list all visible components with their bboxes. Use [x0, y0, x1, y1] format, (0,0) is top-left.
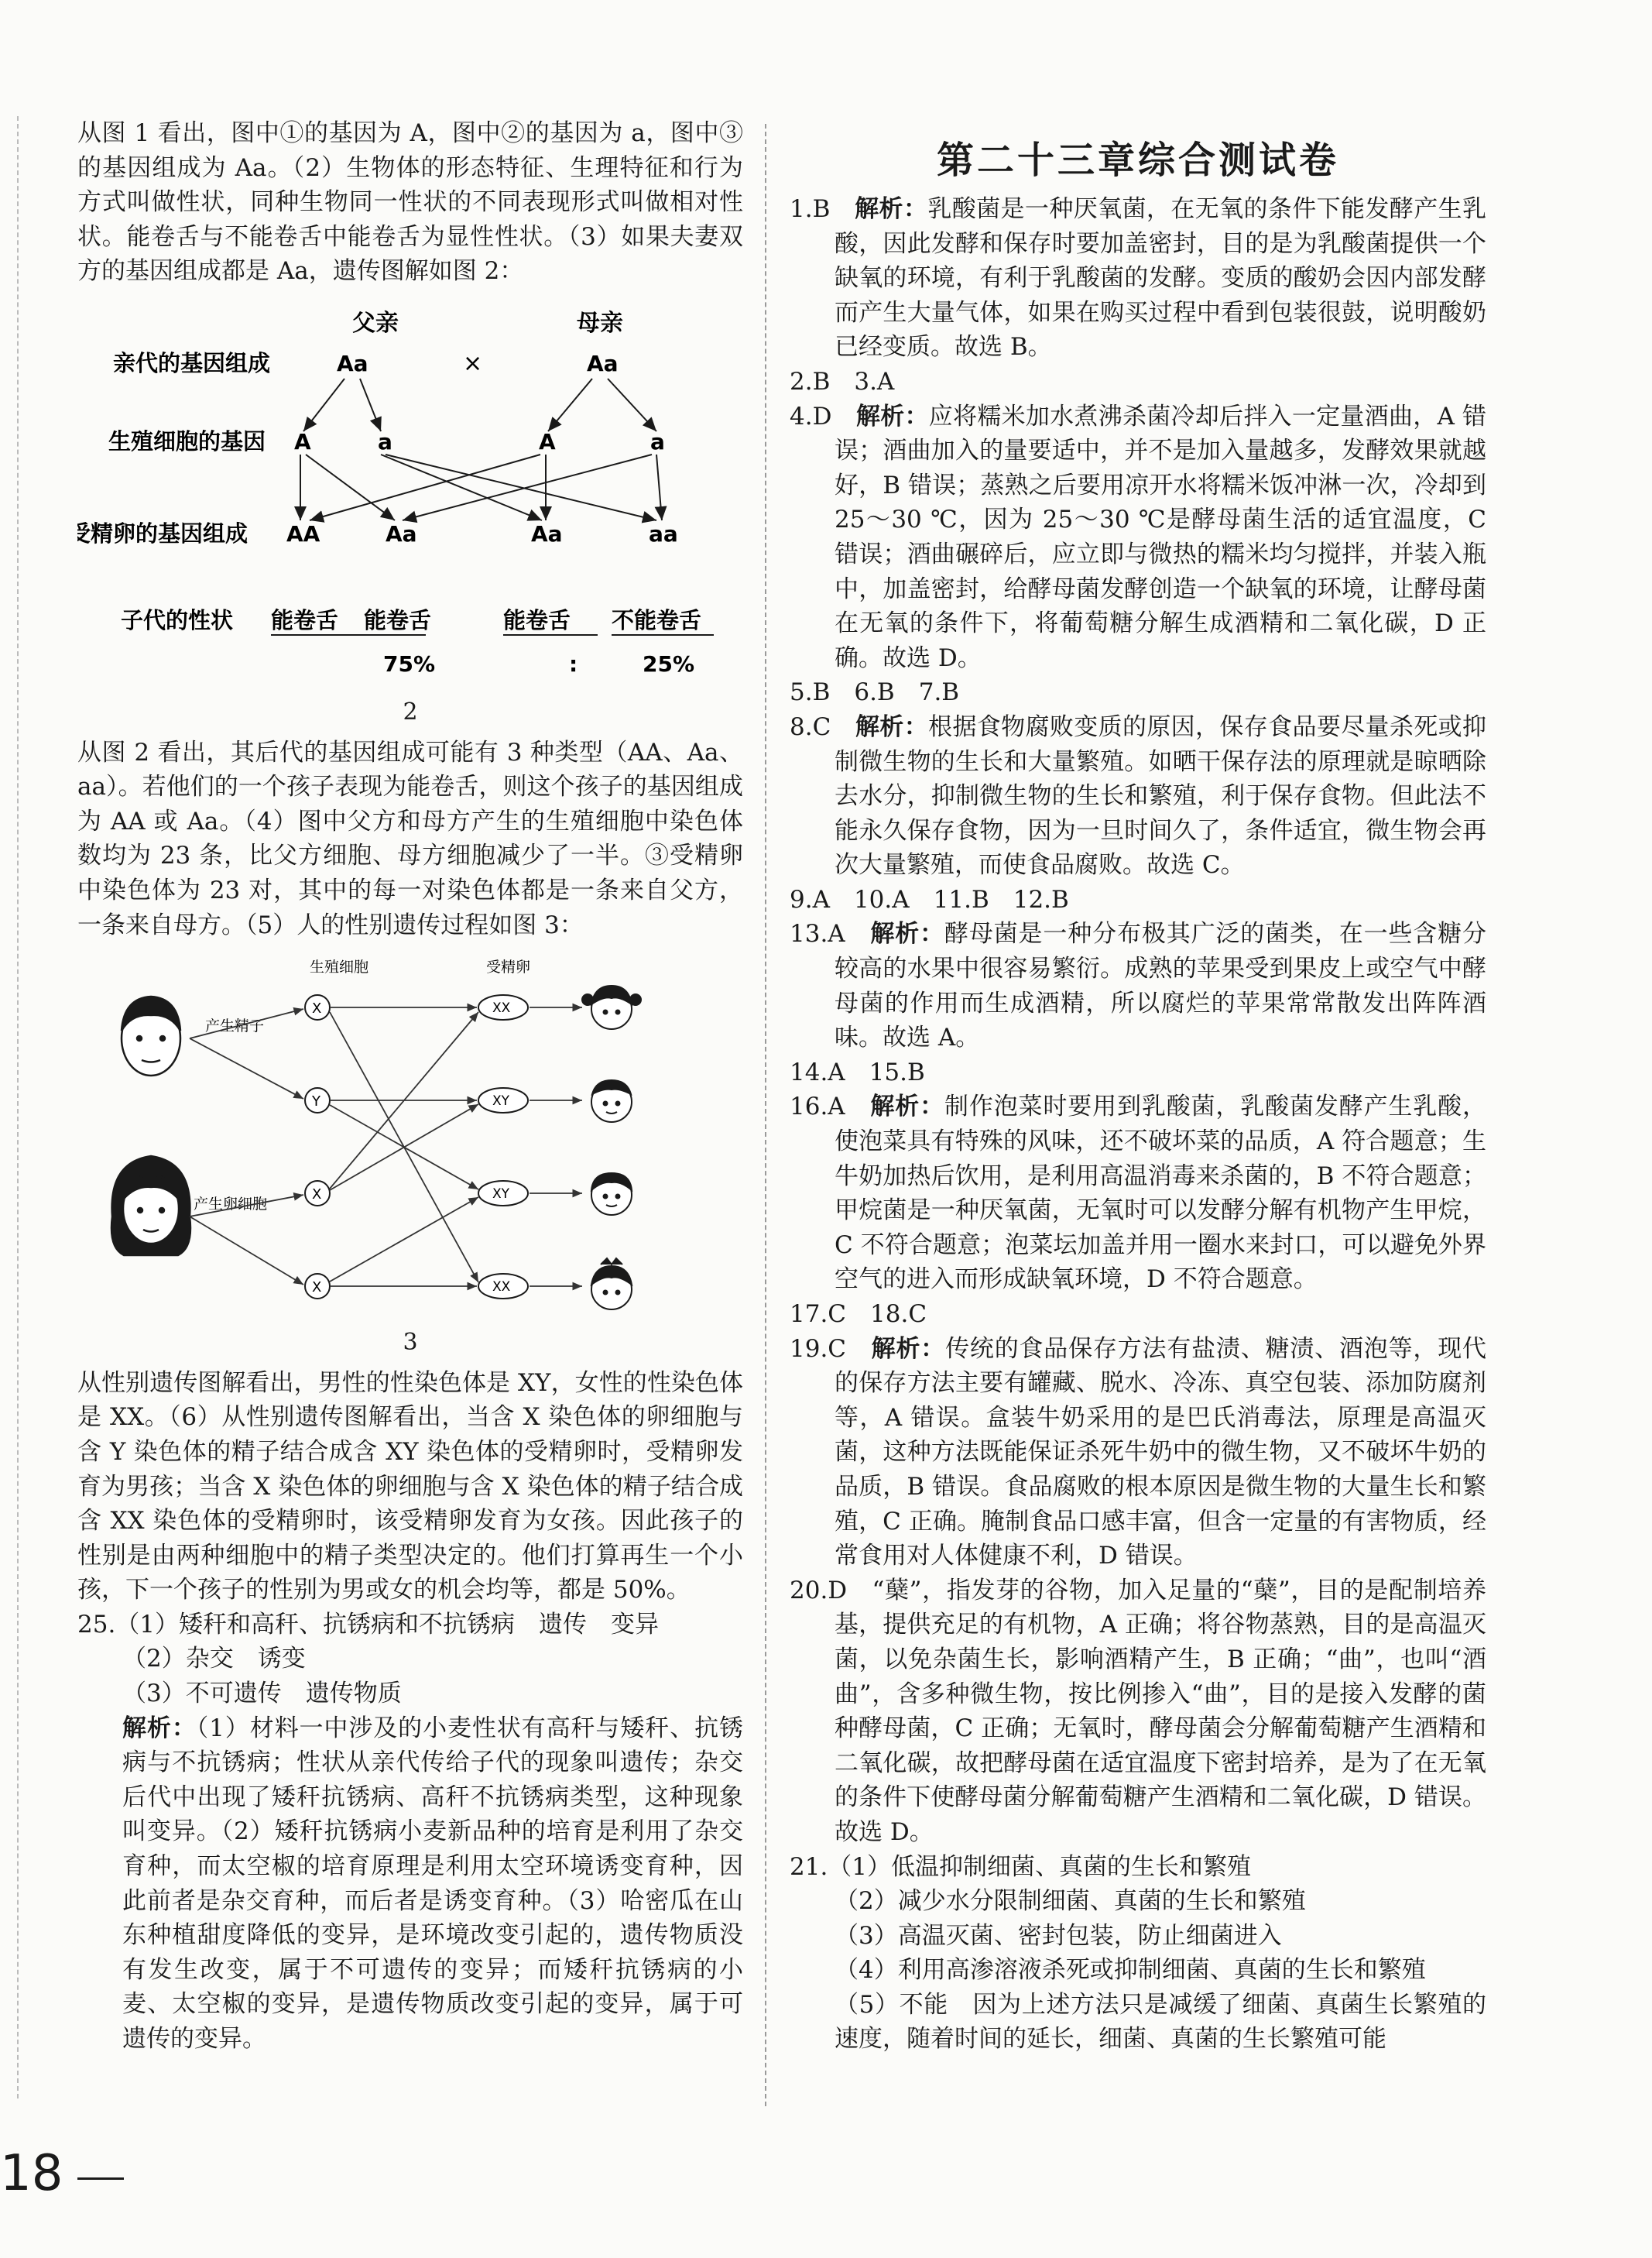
fig3-egg-label: 产生卵细胞 — [194, 1196, 268, 1213]
fig3-egg-x-2: X — [312, 1279, 322, 1296]
fig2-ratio-sep: : — [569, 650, 578, 677]
q16-text: 制作泡菜时要用到乳酸菌，乳酸菌发酵产生乳酸，使泡菜具有特殊的风味，还不破坏菜的品质，A 符合题意；生牛奶加热后饮用，是利用高温消毒来杀菌的，B 不符合题意；甲烷菌是一种厌氧菌，无氧时可以发酵分解有机物产生甲烷，C 不符合题意；泡菜坛加盖并用一圈水来封口，可以避免外界空气的进入而形成缺氧环境，D 不符合题意。 — [835, 1093, 1487, 1294]
q16-label: 解析： — [870, 1093, 944, 1121]
right-column — [790, 192, 1486, 2057]
q13 — [790, 917, 1486, 1055]
fig2-row1-label: 亲代的基因组成 — [113, 349, 271, 376]
q19-answer: 19.C — [790, 1334, 847, 1363]
q14-15: 14.A 15.B — [790, 1058, 925, 1086]
fig2-zygote-2: Aa — [386, 520, 417, 547]
fig2-zygote-1: AA — [286, 520, 320, 547]
page-title: 第二十三章综合测试卷 — [936, 139, 1339, 182]
fig3-zygote-2: XY — [492, 1093, 510, 1110]
child-girl-icon-1 — [582, 986, 641, 1029]
q25-analysis — [77, 1711, 743, 2057]
q19-label: 解析： — [871, 1334, 946, 1363]
left-paragraph-3: 从性别遗传图解看出，男性的性染色体是 XY，女性的性染色体是 XX。（6）从性别遗传图解看出，当含 X 染色体的卵细胞与含 Y 染色体的精子结合成含 XY 染色体的受精卵时，受精卵发育为男孩；当含 X 染色体的卵细胞与含 X 染色体的精子结合成含 XX 染色体的受精卵时，该受精卵发育为女孩。因此孩子的性别是由两种细胞中的精子类型决定的。他们打算再生一个小孩，下一个孩子的性别为男或女的机会均等，都是 50%。 — [77, 1368, 743, 1604]
q25-answer-2: （2）杂交 诱变 — [122, 1645, 306, 1673]
q25-answer-1: 25.（1）矮秆和高秆、抗锈病和不抗锈病 遗传 变异 — [77, 1610, 660, 1639]
q9-12: 9.A 10.A 11.B 12.B — [790, 885, 1069, 914]
child-boy-icon-2 — [591, 1173, 632, 1215]
q4-answer: 4.D — [790, 402, 832, 431]
fig2-trait-4: 不能卷舌 — [612, 606, 702, 633]
fig3-sperm-x: X — [312, 1000, 322, 1017]
fig3-zygote-1: XX — [492, 1000, 511, 1017]
q13-label: 解析： — [870, 920, 944, 949]
mother-face-icon — [111, 1156, 190, 1255]
fig2-gamete-4: a — [650, 428, 665, 455]
q21-5: （5）不能 因为上述方法只是减缓了细菌、真菌生长繁殖的速度，随着时间的延长，细菌、真菌的生长繁殖可能 — [835, 1990, 1486, 2054]
figure-2-svg — [77, 300, 743, 687]
q1-text: 乳酸菌是一种厌氧菌，在无氧的条件下能发酵产生乳酸，因此发酵和保存时要加盖密封，目的是为乳酸菌提供一个缺氧的环境，有利于乳酸菌的发酵。变质的酸奶会因内部发酵而产生大量气体，如果在购买过程中看到包装很鼓，说明酸奶已经变质。故选 B。 — [835, 195, 1487, 362]
fig2-father: 父亲 — [352, 309, 399, 337]
q21-4: （4）利用高渗溶液杀死或抑制细菌、真菌的生长和繁殖 — [835, 1956, 1426, 1985]
child-boy-icon-1 — [591, 1080, 632, 1122]
q21-1: 21.（1）低温抑制细菌、真菌的生长和繁殖 — [790, 1852, 1252, 1881]
q21-3: （3）高温灭菌、密封包装，防止细菌进入 — [835, 1921, 1282, 1950]
fig2-ratio-left: 75% — [383, 650, 436, 677]
fig2-mother: 母亲 — [577, 309, 623, 337]
q25-analysis-text: （1）材料一中涉及的小麦性状有高秆与矮秆、抗锈病与不抗锈病；性状从亲代传给子代的现象叫遗传；杂交后代中出现了矮秆抗锈病、高秆不抗锈病类型，这种现象叫变异。（2）矮秆抗锈病小麦新品种的培育是利用了杂交育种，而太空椒的培育原理是利用太空环境诱变育种，因此前者是杂交育种，而后者是诱变育种。（3）哈密瓜在山东种植甜度降低的变异，是环境改变引起的，遗传物质没有发生改变，属于不可遗传的变异；而矮秆抗锈病的小麦、太空椒的变异，是遗传物质改变引起的变异，属于可遗传的变异。 — [122, 1714, 743, 2053]
q8 — [790, 710, 1486, 883]
fig3-zygote-4: XX — [492, 1279, 511, 1295]
fig2-trait-1: 能卷舌 — [271, 606, 339, 633]
fig2-parent-father: Aa — [337, 350, 368, 376]
figure-3-sex-inheritance-diagram — [77, 953, 743, 1358]
fig2-trait-3: 能卷舌 — [503, 606, 571, 633]
fig3-arrows — [190, 1007, 582, 1286]
q17-18: 17.C 18.C — [790, 1300, 927, 1328]
q1-answer: 1.B — [790, 195, 831, 223]
q25-answer-3: （3）不可遗传 遗传物质 — [122, 1680, 402, 1708]
fig2-zygote-4: aa — [649, 520, 678, 547]
q16-answer: 16.A — [790, 1093, 845, 1121]
figure-3-caption: 3 — [403, 1328, 418, 1356]
q16 — [790, 1090, 1486, 1297]
fig2-ratio-right: 25% — [643, 650, 695, 677]
fig2-parent-mother: Aa — [587, 350, 619, 376]
figure-2-inheritance-diagram — [77, 300, 743, 728]
q21-2: （2）减少水分限制细菌、真菌的生长和繁殖 — [835, 1887, 1306, 1916]
q13-answer: 13.A — [790, 920, 845, 949]
q8-answer: 8.C — [790, 712, 831, 741]
q4-text: 应将糯米加水煮沸杀菌冷却后拌入一定量酒曲，A 错误；酒曲加入的量要适中，并不是加入量越多，发酵效果就越好，B 错误；蒸熟之后要用凉开水将糯米饭冲淋一次，冷却到 25～30 ℃，因为 25～30 ℃是酵母菌生活的适宜温度，C 错误；酒曲碾碎后，应立即与微热的糯米均匀搅拌，并装入瓶中，加盖密封，给酵母菌发酵创造一个缺氧的环境，让酵母菌在无氧的条件下，将葡萄糖分解生成酒精和二氧化碳，D 正确。故选 D。 — [835, 402, 1486, 672]
fig2-arrows — [300, 379, 662, 520]
fig3-col2-label: 受精卵 — [486, 959, 531, 976]
q13-text: 酵母菌是一种分布极其广泛的菌类，在一些含糖分较高的水果中很容易繁衍。成熟的苹果受到果皮上或空气中酵母菌的作用而生成酒精，所以腐烂的苹果常常散发出阵阵酒味。故选 A。 — [835, 920, 1487, 1052]
q2-3: 2.B 3.A — [790, 367, 895, 396]
q20 — [790, 1573, 1486, 1850]
q19-text: 传统的食品保存方法有盐渍、糖渍、酒泡等，现代的保存方法主要有罐藏、脱水、冷冻、真空包装、添加防腐剂等，A 错误。盒装牛奶采用的是巴氏消毒法，原理是高温灭菌，这种方法既能保证杀死牛奶中的微生物，又不破坏牛奶的品质，B 错误。食品腐败的根本原因是微生物的大量生长和繁殖，C 正确。腌制食品口感丰富，但含一定量的有害物质，经常食用对人体健康不利，D 错误。 — [835, 1334, 1487, 1570]
figure-2-caption: 2 — [403, 698, 418, 726]
left-paragraph-1: 从图 1 看出，图中①的基因为 A，图中②的基因为 a，图中③的基因组成为 Aa。（2）生物体的形态特征、生理特征和行为方式叫做性状，同种生物同一性状的不同表现形式叫做相对性状。能卷舌与不能卷舌中能卷舌为显性性状。（3）如果夫妻双方的基因组成都是 Aa，遗传图解如图 2： — [77, 119, 743, 286]
q8-label: 解析： — [855, 712, 929, 741]
left-paragraph-2: 从图 2 看出，其后代的基因组成可能有 3 种类型（AA、Aa、aa）。若他们的一个孩子表现为能卷舌，则这个孩子的基因组成为 AA 或 Aa。（4）图中父方和母方产生的生殖细胞中染色体数均为 23 条，比父方细胞、母方细胞减少了一半。③受精卵中染色体为 23 对，其中的每一对染色体都是一条来自父方，一条来自母方。（5）人的性别遗传过程如图 3： — [77, 738, 743, 939]
fig2-row3-label: 受精卵的基因组成 — [77, 520, 248, 547]
fig2-row2-label: 生殖细胞的基因 — [108, 427, 266, 455]
fig2-gamete-3: A — [539, 428, 556, 455]
child-girl-icon-2 — [591, 1258, 632, 1309]
father-face-icon — [122, 997, 180, 1076]
q25-analysis-label: 解析： — [122, 1714, 197, 1742]
q8-text: 根据食物腐败变质的原因，保存食品要尽量杀死或抑制微生物的生长和大量繁殖。如晒干保存法的原理就是晾晒除去水分，抑制微生物的生长和繁殖，利于保存食物。但此法不能永久保存食物，因为一旦时间久了，条件适宜，微生物会再次大量繁殖，而使食品腐败。故选 C。 — [835, 712, 1486, 880]
fig2-cross-symbol: × — [463, 349, 483, 377]
page-number: 18 — [0, 2145, 63, 2202]
page-number-rule — [77, 2177, 124, 2180]
q20-answer: 20.D — [790, 1576, 848, 1604]
fig3-zygote-3: XY — [492, 1186, 510, 1203]
q20-text: “蘖”，指发芽的谷物，加入足量的“蘖”，目的是配制培养基，提供充足的有机物，A 正确；将谷物蒸熟，目的是高温灭菌，以免杂菌生长，影响酒精产生，B 正确；“曲”，也叫“酒曲”，含多种微生物，按比例掺入“曲”，目的是接入发酵的菌种酵母菌，C 正确；无氧时，酵母菌会分解葡萄糖产生酒精和二氧化碳，故把酵母菌在适宜温度下密封培养，是为了在无氧的条件下使酵母菌分解葡萄糖产生酒精和二氧化碳，D 错误。故选 D。 — [835, 1576, 1487, 1846]
fig3-sperm-y: Y — [312, 1093, 320, 1110]
q1-label: 解析： — [855, 195, 928, 223]
fig2-trait-2: 能卷舌 — [364, 606, 432, 633]
q5-7: 5.B 6.B 7.B — [790, 678, 960, 707]
left-margin-dashes — [17, 116, 19, 2098]
fig2-zygote-3: Aa — [531, 520, 563, 547]
fig2-gamete-1: A — [294, 428, 311, 455]
figure-3-svg — [77, 953, 743, 1317]
left-column — [77, 116, 743, 2057]
fig3-col1-label: 生殖细胞 — [310, 959, 369, 976]
fig3-cells — [305, 995, 528, 1299]
q19 — [790, 1332, 1486, 1573]
fig3-egg-x-1: X — [312, 1186, 322, 1203]
q4-label: 解析： — [855, 402, 929, 431]
fig2-gamete-2: a — [378, 428, 392, 455]
q4 — [790, 400, 1486, 676]
column-divider — [765, 124, 766, 2106]
fig2-row4-label: 子代的性状 — [121, 606, 234, 633]
fig3-sperm-label: 产生精子 — [205, 1017, 265, 1035]
q1 — [790, 192, 1486, 365]
